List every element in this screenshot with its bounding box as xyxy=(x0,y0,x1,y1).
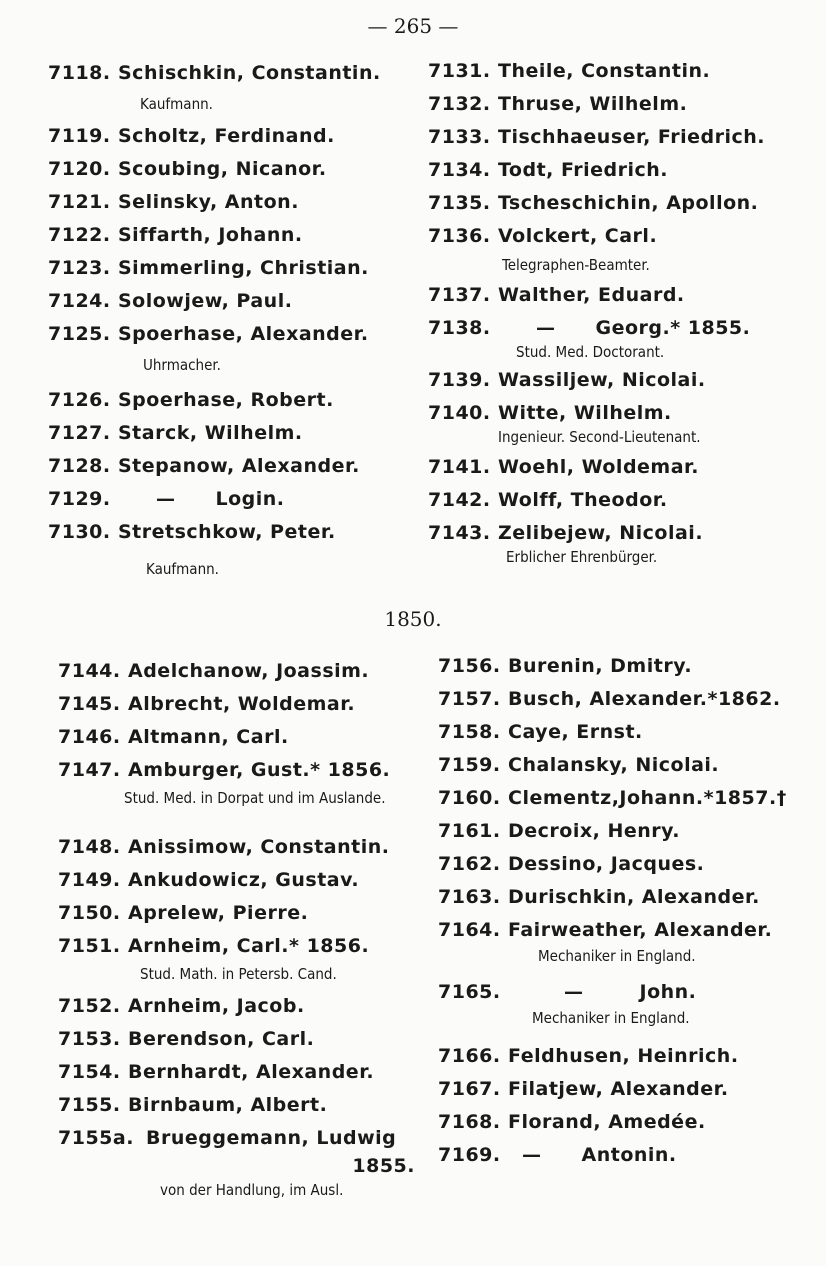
entry-name: Wassiljew, Nicolai. xyxy=(498,369,706,391)
entry-number: 7123. xyxy=(48,257,111,279)
list-item xyxy=(428,489,818,522)
column-bottom-left xyxy=(58,660,423,1199)
entry-number: 7165. xyxy=(438,981,501,1003)
list-item xyxy=(428,522,818,548)
entry-number: 7138. xyxy=(428,317,491,339)
entry-name: Adelchanow, Joassim. xyxy=(128,660,370,682)
entry-number: 7135. xyxy=(428,192,491,214)
entry-number: 7118. xyxy=(48,62,111,84)
list-item xyxy=(48,455,418,488)
list-item xyxy=(48,62,418,95)
entry-name: Durischkin, Alexander. xyxy=(508,886,760,908)
entry-number: 7132. xyxy=(428,93,491,115)
entry-note: Mechaniker in England. xyxy=(532,1009,690,1027)
list-item xyxy=(428,284,818,317)
entry-name: Solowjew, Paul. xyxy=(118,290,293,312)
list-item xyxy=(58,726,423,759)
entry-number: 7155. xyxy=(58,1094,121,1116)
list-item xyxy=(58,660,423,693)
entry-note: Stud. Med. Doctorant. xyxy=(516,343,665,361)
entry-number: 7159. xyxy=(438,754,501,776)
list-item xyxy=(428,369,818,402)
entry-number: 7119. xyxy=(48,125,111,147)
list-item xyxy=(438,886,818,919)
entry-number: 7129. xyxy=(48,488,111,510)
ditto-dash: — xyxy=(536,317,556,339)
entry-number: 7156. xyxy=(438,655,501,677)
entry-name: Spoerhase, Robert. xyxy=(118,389,334,411)
entry-number: 7120. xyxy=(48,158,111,180)
ditto-dash: — xyxy=(564,981,584,1003)
list-item xyxy=(48,422,418,455)
entry-name: Zelibejew, Nicolai. xyxy=(498,522,704,544)
entry-number: 7141. xyxy=(428,456,491,478)
entry-number: 7150. xyxy=(58,902,121,924)
entry-name: Simmerling, Christian. xyxy=(118,257,369,279)
entry-name: Stretschkow, Peter. xyxy=(118,521,336,543)
list-item xyxy=(438,1144,818,1177)
entry-number: 7125. xyxy=(48,323,111,345)
entry-number: 7152. xyxy=(58,995,121,1017)
entry-name: Berendson, Carl. xyxy=(128,1028,315,1050)
entry-number: 7147. xyxy=(58,759,121,781)
entry-note: Telegraphen-Beamter. xyxy=(502,256,650,274)
entry-note: Kaufmann. xyxy=(146,560,219,578)
entry-name: Ankudowicz, Gustav. xyxy=(128,869,360,891)
entry-name: Siffarth, Johann. xyxy=(118,224,303,246)
entry-name: Arnheim, Jacob. xyxy=(128,995,305,1017)
entry-number: 7148. xyxy=(58,836,121,858)
entry-number: 7136. xyxy=(428,225,491,247)
entry-name: Busch, Alexander.*1862. xyxy=(508,688,781,710)
entry-name: Witte, Wilhelm. xyxy=(498,402,672,424)
entry-year: 1855. xyxy=(352,1155,415,1177)
list-item xyxy=(428,126,818,159)
entry-number: 7166. xyxy=(438,1045,501,1067)
list-item xyxy=(58,759,423,789)
entry-name: Birnbaum, Albert. xyxy=(128,1094,328,1116)
entry-number: 7157. xyxy=(438,688,501,710)
entry-number: 7133. xyxy=(428,126,491,148)
entry-number: 7144. xyxy=(58,660,121,682)
entry-name: Anissimow, Constantin. xyxy=(128,836,390,858)
entry-name: Todt, Friedrich. xyxy=(498,159,669,181)
entry-name: Burenin, Dmitry. xyxy=(508,655,693,677)
entry-name: Tischhaeuser, Friedrich. xyxy=(498,126,765,148)
entry-name: Walther, Eduard. xyxy=(498,284,685,306)
entry-number: 7158. xyxy=(438,721,501,743)
entry-name: Florand, Amedée. xyxy=(508,1111,706,1133)
page-number: — 265 — xyxy=(367,14,459,38)
entry-name: Clementz,Johann.*1857.† xyxy=(508,787,787,809)
list-item xyxy=(48,191,418,224)
list-item xyxy=(438,721,818,754)
list-item xyxy=(428,192,818,225)
entry-note: von der Handlung, im Ausl. xyxy=(160,1181,344,1199)
entry-name: Tscheschichin, Apollon. xyxy=(498,192,759,214)
entry-name: Bernhardt, Alexander. xyxy=(128,1061,375,1083)
entry-number: 7140. xyxy=(428,402,491,424)
list-item xyxy=(48,158,418,191)
list-item xyxy=(58,1061,423,1094)
list-item xyxy=(58,869,423,902)
entry-number: 7163. xyxy=(438,886,501,908)
list-item xyxy=(48,125,418,158)
list-item xyxy=(438,1111,818,1144)
entry-name: Login. xyxy=(215,488,285,510)
entry-number: 7161. xyxy=(438,820,501,842)
list-item xyxy=(58,693,423,726)
entry-number: 7143. xyxy=(428,522,491,544)
entry-name: Selinsky, Anton. xyxy=(118,191,299,213)
column-top-left xyxy=(48,62,418,578)
list-item xyxy=(438,688,818,721)
entry-number: 7146. xyxy=(58,726,121,748)
entry-number: 7169. xyxy=(438,1144,501,1166)
ditto-dash: — xyxy=(156,488,176,510)
entry-name: Stepanow, Alexander. xyxy=(118,455,360,477)
entry-name: Aprelew, Pierre. xyxy=(128,902,309,924)
entry-number: 7121. xyxy=(48,191,111,213)
list-item xyxy=(58,995,423,1028)
list-item xyxy=(438,919,818,947)
list-item xyxy=(438,1078,818,1111)
entry-name: Altmann, Carl. xyxy=(128,726,289,748)
list-item xyxy=(58,1028,423,1061)
entry-number: 7127. xyxy=(48,422,111,444)
entry-name: Filatjew, Alexander. xyxy=(508,1078,729,1100)
entry-note: Mechaniker in England. xyxy=(538,947,696,965)
list-item xyxy=(428,456,818,489)
entry-name: Amburger, Gust.* 1856. xyxy=(128,759,391,781)
list-item xyxy=(58,1127,423,1155)
entry-note: Uhrmacher. xyxy=(143,356,221,374)
list-item xyxy=(48,521,418,554)
list-item xyxy=(58,836,423,869)
list-item xyxy=(58,902,423,935)
entry-name: Volckert, Carl. xyxy=(498,225,658,247)
entry-name: Brueggemann, Ludwig xyxy=(146,1127,397,1149)
entry-number: 7134. xyxy=(428,159,491,181)
entry-name: Feldhusen, Heinrich. xyxy=(508,1045,739,1067)
list-item xyxy=(438,1045,818,1078)
entry-number: 7131. xyxy=(428,60,491,82)
list-item xyxy=(58,935,423,965)
entry-note: Stud. Math. in Petersb. Cand. xyxy=(140,965,337,983)
list-item xyxy=(48,224,418,257)
entry-note: Stud. Med. in Dorpat und im Auslande. xyxy=(124,789,386,807)
entry-name: Dessino, Jacques. xyxy=(508,853,705,875)
entry-name: Schischkin, Constantin. xyxy=(118,62,381,84)
list-item xyxy=(48,290,418,323)
entry-note: Erblicher Ehrenbürger. xyxy=(506,548,658,566)
entry-number: 7145. xyxy=(58,693,121,715)
list-item xyxy=(428,159,818,192)
entry-name: Wolff, Theodor. xyxy=(498,489,668,511)
entry-number: 7122. xyxy=(48,224,111,246)
entry-number: 7153. xyxy=(58,1028,121,1050)
entry-number: 7154. xyxy=(58,1061,121,1083)
entry-number: 7162. xyxy=(438,853,501,875)
list-item xyxy=(438,981,818,1009)
entry-name: Woehl, Woldemar. xyxy=(498,456,699,478)
list-item xyxy=(428,93,818,126)
list-item xyxy=(48,488,418,521)
entry-note: Kaufmann. xyxy=(140,95,213,113)
entry-number: 7137. xyxy=(428,284,491,306)
entry-note: Ingenieur. Second-Lieutenant. xyxy=(498,428,701,446)
entry-name: Scoubing, Nicanor. xyxy=(118,158,327,180)
column-top-right xyxy=(428,60,818,566)
entry-number: 7126. xyxy=(48,389,111,411)
column-bottom-right xyxy=(438,655,818,1177)
entry-name: Arnheim, Carl.* 1856. xyxy=(128,935,370,957)
entry-name: Decroix, Henry. xyxy=(508,820,680,842)
entry-number: 7151. xyxy=(58,935,121,957)
entry-name: Chalansky, Nicolai. xyxy=(508,754,720,776)
list-item xyxy=(428,402,818,428)
list-item xyxy=(48,389,418,422)
list-item xyxy=(428,317,818,343)
section-year-heading: 1850. xyxy=(384,607,442,631)
entry-number: 7167. xyxy=(438,1078,501,1100)
entry-number: 7149. xyxy=(58,869,121,891)
list-item xyxy=(438,754,818,787)
list-item xyxy=(438,655,818,688)
list-item xyxy=(438,853,818,886)
entry-name: Thruse, Wilhelm. xyxy=(498,93,688,115)
entry-name: Spoerhase, Alexander. xyxy=(118,323,369,345)
list-item xyxy=(48,257,418,290)
entry-number: 7142. xyxy=(428,489,491,511)
entry-number: 7128. xyxy=(48,455,111,477)
entry-name: Scholtz, Ferdinand. xyxy=(118,125,335,147)
entry-name: Caye, Ernst. xyxy=(508,721,643,743)
list-item xyxy=(428,225,818,256)
list-item xyxy=(438,787,818,820)
entry-name: Antonin. xyxy=(581,1144,677,1166)
ditto-dash: — xyxy=(522,1144,542,1166)
list-item xyxy=(428,60,818,93)
entry-number: 7130. xyxy=(48,521,111,543)
entry-number: 7139. xyxy=(428,369,491,391)
entry-number: 7164. xyxy=(438,919,501,941)
entry-number: 7155a. xyxy=(58,1127,134,1149)
entry-name: Georg.* 1855. xyxy=(595,317,751,339)
entry-name: Albrecht, Woldemar. xyxy=(128,693,356,715)
entry-number: 7160. xyxy=(438,787,501,809)
entry-number: 7124. xyxy=(48,290,111,312)
list-item xyxy=(438,820,818,853)
list-item xyxy=(48,323,418,356)
entry-name: Fairweather, Alexander. xyxy=(508,919,773,941)
entry-name: Theile, Constantin. xyxy=(498,60,711,82)
entry-name: Starck, Wilhelm. xyxy=(118,422,303,444)
list-item xyxy=(58,1094,423,1127)
entry-number: 7168. xyxy=(438,1111,501,1133)
entry-name: John. xyxy=(639,981,697,1003)
